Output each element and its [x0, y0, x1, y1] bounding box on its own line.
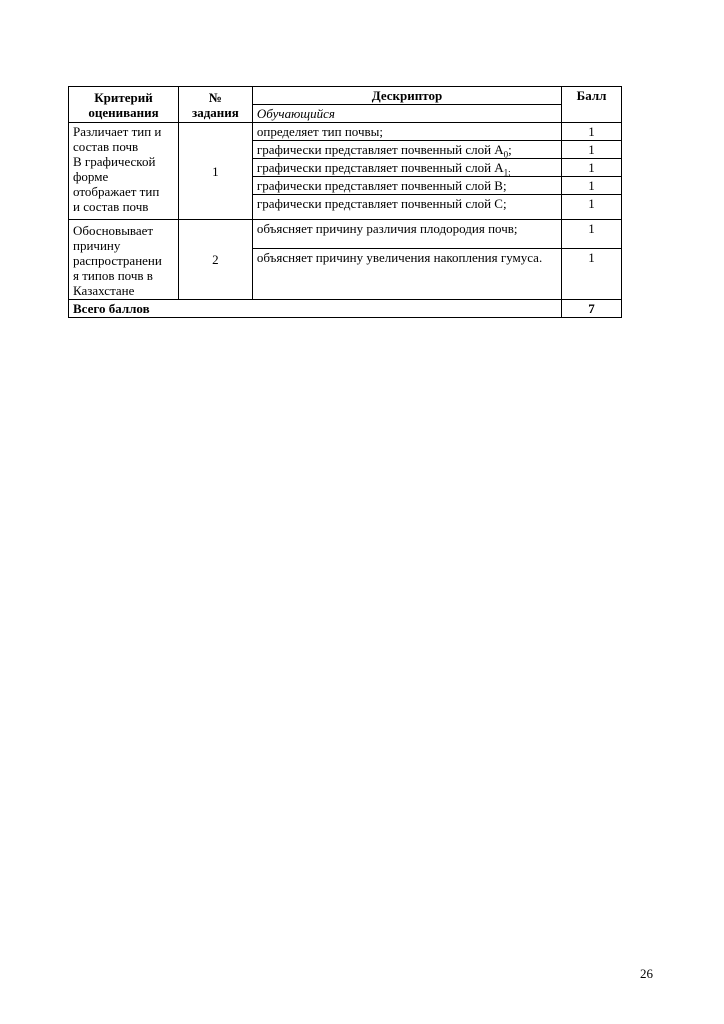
header-row [69, 87, 622, 105]
total-label: Всего баллов [69, 300, 562, 318]
descriptor-cell [252, 123, 561, 141]
descriptor-cell [252, 177, 561, 195]
descriptor-cell [252, 220, 561, 249]
score-cell: 1 [562, 177, 622, 195]
criterion-text: В графической [73, 154, 156, 169]
descriptor-cell [252, 159, 561, 177]
assessment-rubric-table [68, 86, 622, 318]
descriptor-text: графически представляет почвенный слой В; [256, 178, 507, 193]
descriptor-subscript: 0 [503, 149, 509, 160]
total-row [69, 300, 622, 318]
criterion-cell-1 [69, 123, 179, 220]
descriptor-subscript: 1; [503, 167, 511, 178]
criterion-header-line1: Критерий [94, 89, 153, 105]
descriptor-subheader: Обучающийся [252, 105, 561, 123]
task-header-line2: задания [192, 104, 239, 120]
criterion-text: состав почв [73, 139, 139, 154]
criterion-text: причину [73, 238, 121, 253]
criterion-text: распространени [73, 253, 162, 268]
criterion-text: я типов почв в [73, 268, 153, 283]
criterion-header-line2: оценивания [88, 104, 159, 120]
criterion-text: и состав почв [73, 199, 149, 214]
descriptor-text: графически представляет почвенный слой С; [256, 196, 507, 211]
score-cell: 1 [562, 159, 622, 177]
descriptor-tail: ; [508, 142, 512, 157]
criterion-header [69, 87, 179, 123]
score-header: Балл [562, 87, 622, 123]
descriptor-header: Дескриптор [252, 87, 561, 105]
criterion-text: Обосновывает [73, 223, 154, 238]
task-header-line1: № [208, 89, 222, 105]
descriptor-cell [252, 249, 561, 300]
total-value: 7 [562, 300, 622, 318]
descriptor-text: объясняет причину увеличения накопления гумуса. [256, 250, 543, 265]
descriptor-text: определяет тип почвы; [256, 124, 383, 139]
score-cell: 1 [562, 123, 622, 141]
task-number-header [178, 87, 252, 123]
task-number-cell-1: 1 [178, 123, 252, 220]
criterion-cell-2 [69, 220, 179, 300]
score-cell: 1 [562, 195, 622, 220]
descriptor-text: объясняет причину различия плодородия почв; [256, 221, 518, 236]
score-cell: 1 [562, 249, 622, 300]
criterion-text: отображает тип [73, 184, 160, 199]
table-row [69, 123, 622, 141]
score-cell: 1 [562, 220, 622, 249]
descriptor-text: графически представляет почвенный слой А [256, 142, 504, 157]
descriptor-text: графически представляет почвенный слой А [256, 160, 504, 175]
table-row [69, 220, 622, 249]
score-cell: 1 [562, 141, 622, 159]
task-number-cell-2: 2 [178, 220, 252, 300]
descriptor-cell [252, 195, 561, 220]
criterion-text: Казахстане [73, 283, 135, 298]
criterion-text: Различает тип и [73, 124, 162, 139]
page-number: 26 [640, 966, 653, 981]
descriptor-cell [252, 141, 561, 159]
criterion-text: форме [73, 169, 109, 184]
